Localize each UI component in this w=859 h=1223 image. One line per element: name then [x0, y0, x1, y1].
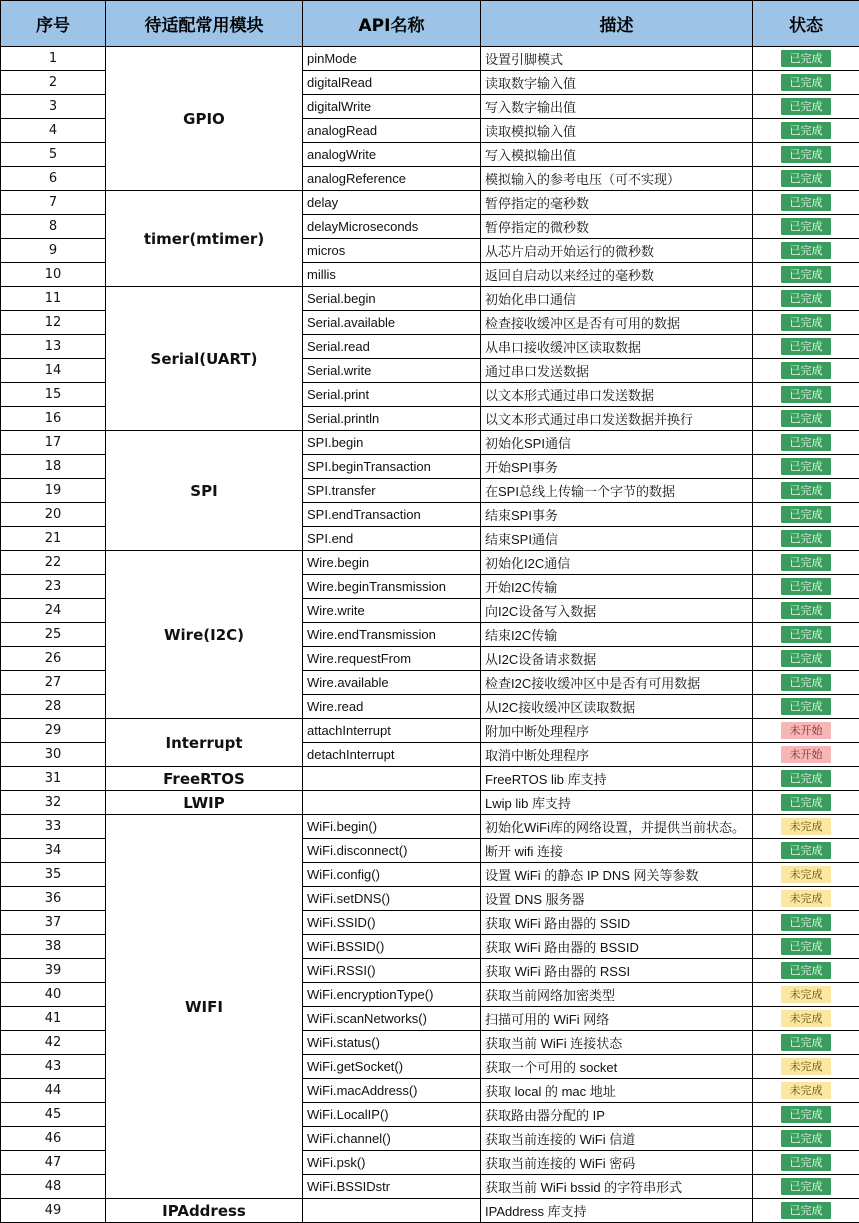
- row-index: 8: [1, 215, 106, 239]
- api-name: Wire.available: [303, 671, 481, 695]
- status-cell: [753, 767, 859, 791]
- status-badge: 未完成: [781, 1082, 831, 1099]
- status-cell: [753, 1127, 859, 1151]
- row-index: 9: [1, 239, 106, 263]
- api-description: Lwip lib 库支持: [481, 791, 753, 815]
- row-index: 13: [1, 335, 106, 359]
- status-badge: 已完成: [781, 146, 831, 163]
- module-name: Wire(I2C): [106, 551, 303, 719]
- api-name: WiFi.begin(): [303, 815, 481, 839]
- row-index: 28: [1, 695, 106, 719]
- status-cell: [753, 671, 859, 695]
- header-index: 序号: [1, 1, 106, 47]
- api-description: 结束I2C传输: [481, 623, 753, 647]
- status-badge: 已完成: [781, 506, 831, 523]
- api-name: millis: [303, 263, 481, 287]
- status-cell: [753, 479, 859, 503]
- status-cell: [753, 383, 859, 407]
- table-row: [1, 1199, 859, 1223]
- status-badge: 已完成: [781, 98, 831, 115]
- status-badge: 未完成: [781, 986, 831, 1003]
- table-row: [1, 767, 859, 791]
- status-cell: [753, 551, 859, 575]
- status-cell: [753, 47, 859, 71]
- status-cell: [753, 791, 859, 815]
- status-badge: 已完成: [781, 290, 831, 307]
- row-index: 12: [1, 311, 106, 335]
- api-name: SPI.begin: [303, 431, 481, 455]
- api-name: delay: [303, 191, 481, 215]
- status-badge: 未完成: [781, 1010, 831, 1027]
- row-index: 32: [1, 791, 106, 815]
- api-name: Serial.println: [303, 407, 481, 431]
- api-name: WiFi.BSSIDstr: [303, 1175, 481, 1199]
- status-badge: 已完成: [781, 578, 831, 595]
- status-badge: 已完成: [781, 698, 831, 715]
- status-badge: 已完成: [781, 266, 831, 283]
- status-cell: [753, 191, 859, 215]
- row-index: 31: [1, 767, 106, 791]
- api-description: 初始化WiFi库的网络设置，并提供当前状态。: [481, 815, 753, 839]
- api-description: 获取当前 WiFi 连接状态: [481, 1031, 753, 1055]
- row-index: 46: [1, 1127, 106, 1151]
- api-description: 读取模拟输入值: [481, 119, 753, 143]
- row-index: 45: [1, 1103, 106, 1127]
- row-index: 5: [1, 143, 106, 167]
- status-badge: 已完成: [781, 434, 831, 451]
- status-cell: [753, 119, 859, 143]
- api-name: detachInterrupt: [303, 743, 481, 767]
- api-name: Serial.begin: [303, 287, 481, 311]
- api-name: [303, 1199, 481, 1223]
- status-cell: [753, 743, 859, 767]
- row-index: 23: [1, 575, 106, 599]
- row-index: 37: [1, 911, 106, 935]
- status-cell: [753, 935, 859, 959]
- status-badge: 未完成: [781, 866, 831, 883]
- api-description: 获取当前连接的 WiFi 信道: [481, 1127, 753, 1151]
- api-name: WiFi.macAddress(): [303, 1079, 481, 1103]
- status-badge: 已完成: [781, 770, 831, 787]
- api-name: SPI.beginTransaction: [303, 455, 481, 479]
- status-cell: [753, 527, 859, 551]
- api-description: 写入数字输出值: [481, 95, 753, 119]
- table-row: [1, 431, 859, 455]
- row-index: 25: [1, 623, 106, 647]
- api-name: digitalWrite: [303, 95, 481, 119]
- row-index: 33: [1, 815, 106, 839]
- row-index: 15: [1, 383, 106, 407]
- status-badge: 已完成: [781, 194, 831, 211]
- table-row: [1, 287, 859, 311]
- status-badge: 已完成: [781, 50, 831, 67]
- module-name: Interrupt: [106, 719, 303, 767]
- api-name: [303, 791, 481, 815]
- status-cell: [753, 575, 859, 599]
- api-description: 获取 WiFi 路由器的 RSSI: [481, 959, 753, 983]
- api-description: 开始SPI事务: [481, 455, 753, 479]
- api-description: 设置引脚模式: [481, 47, 753, 71]
- api-description: 在SPI总线上传输一个字节的数据: [481, 479, 753, 503]
- module-name: WIFI: [106, 815, 303, 1199]
- api-name: Serial.read: [303, 335, 481, 359]
- api-name: WiFi.getSocket(): [303, 1055, 481, 1079]
- status-cell: [753, 1079, 859, 1103]
- status-cell: [753, 1175, 859, 1199]
- row-index: 20: [1, 503, 106, 527]
- api-description: 开始I2C传输: [481, 575, 753, 599]
- row-index: 36: [1, 887, 106, 911]
- status-cell: [753, 599, 859, 623]
- api-name: WiFi.status(): [303, 1031, 481, 1055]
- row-index: 35: [1, 863, 106, 887]
- status-cell: [753, 167, 859, 191]
- row-index: 26: [1, 647, 106, 671]
- status-cell: [753, 623, 859, 647]
- status-badge: 已完成: [781, 554, 831, 571]
- status-badge: 已完成: [781, 1202, 831, 1219]
- api-description: 读取数字输入值: [481, 71, 753, 95]
- row-index: 27: [1, 671, 106, 695]
- api-description: 获取一个可用的 socket: [481, 1055, 753, 1079]
- status-badge: 已完成: [781, 1154, 831, 1171]
- status-badge: 已完成: [781, 338, 831, 355]
- status-cell: [753, 143, 859, 167]
- api-description: 获取 WiFi 路由器的 BSSID: [481, 935, 753, 959]
- status-cell: [753, 335, 859, 359]
- row-index: 38: [1, 935, 106, 959]
- api-name: Wire.read: [303, 695, 481, 719]
- api-description: 向I2C设备写入数据: [481, 599, 753, 623]
- api-name: WiFi.setDNS(): [303, 887, 481, 911]
- status-cell: [753, 911, 859, 935]
- row-index: 19: [1, 479, 106, 503]
- api-description: 从I2C接收缓冲区读取数据: [481, 695, 753, 719]
- row-index: 18: [1, 455, 106, 479]
- row-index: 39: [1, 959, 106, 983]
- row-index: 41: [1, 1007, 106, 1031]
- status-cell: [753, 815, 859, 839]
- api-name: analogReference: [303, 167, 481, 191]
- row-index: 2: [1, 71, 106, 95]
- row-index: 17: [1, 431, 106, 455]
- api-name: WiFi.SSID(): [303, 911, 481, 935]
- status-badge: 已完成: [781, 170, 831, 187]
- status-badge: 未完成: [781, 1058, 831, 1075]
- status-cell: [753, 695, 859, 719]
- status-cell: [753, 71, 859, 95]
- status-cell: [753, 1199, 859, 1223]
- status-badge: 已完成: [781, 218, 831, 235]
- row-index: 44: [1, 1079, 106, 1103]
- api-name: [303, 767, 481, 791]
- status-cell: [753, 1031, 859, 1055]
- api-description: FreeRTOS lib 库支持: [481, 767, 753, 791]
- api-name: analogWrite: [303, 143, 481, 167]
- header-module: 待适配常用模块: [106, 1, 303, 47]
- api-name: attachInterrupt: [303, 719, 481, 743]
- row-index: 7: [1, 191, 106, 215]
- api-name: Wire.beginTransmission: [303, 575, 481, 599]
- api-name: analogRead: [303, 119, 481, 143]
- api-name: Wire.begin: [303, 551, 481, 575]
- status-badge: 已完成: [781, 314, 831, 331]
- row-index: 16: [1, 407, 106, 431]
- api-name: WiFi.BSSID(): [303, 935, 481, 959]
- api-description: 初始化串口通信: [481, 287, 753, 311]
- api-name: WiFi.scanNetworks(): [303, 1007, 481, 1031]
- table-row: [1, 551, 859, 575]
- api-description: 设置 WiFi 的静态 IP DNS 网关等参数: [481, 863, 753, 887]
- status-badge: 已完成: [781, 674, 831, 691]
- api-name: WiFi.channel(): [303, 1127, 481, 1151]
- table-row: [1, 191, 859, 215]
- api-description: 检查I2C接收缓冲区中是否有可用数据: [481, 671, 753, 695]
- api-name: SPI.transfer: [303, 479, 481, 503]
- status-cell: [753, 839, 859, 863]
- api-description: 从芯片启动开始运行的微秒数: [481, 239, 753, 263]
- module-name: timer(mtimer): [106, 191, 303, 287]
- status-badge: 已完成: [781, 650, 831, 667]
- api-description: 初始化SPI通信: [481, 431, 753, 455]
- row-index: 49: [1, 1199, 106, 1223]
- status-cell: [753, 215, 859, 239]
- api-name: WiFi.RSSI(): [303, 959, 481, 983]
- table-body: [1, 47, 859, 1223]
- row-index: 6: [1, 167, 106, 191]
- status-badge: 已完成: [781, 962, 831, 979]
- status-cell: [753, 863, 859, 887]
- status-cell: [753, 647, 859, 671]
- status-badge: 未完成: [781, 890, 831, 907]
- status-badge: 已完成: [781, 914, 831, 931]
- api-description: 设置 DNS 服务器: [481, 887, 753, 911]
- module-name: IPAddress: [106, 1199, 303, 1223]
- table-row: [1, 791, 859, 815]
- row-index: 30: [1, 743, 106, 767]
- api-name: WiFi.config(): [303, 863, 481, 887]
- status-badge: 未开始: [781, 746, 831, 763]
- status-cell: [753, 503, 859, 527]
- api-name: WiFi.LocalIP(): [303, 1103, 481, 1127]
- status-badge: 已完成: [781, 74, 831, 91]
- api-description: 获取路由器分配的 IP: [481, 1103, 753, 1127]
- api-name: delayMicroseconds: [303, 215, 481, 239]
- api-description: 从串口接收缓冲区读取数据: [481, 335, 753, 359]
- module-name: Serial(UART): [106, 287, 303, 431]
- status-cell: [753, 1151, 859, 1175]
- status-badge: 已完成: [781, 458, 831, 475]
- status-cell: [753, 407, 859, 431]
- api-description: 初始化I2C通信: [481, 551, 753, 575]
- header-api-name: API名称: [303, 1, 481, 47]
- status-cell: [753, 311, 859, 335]
- row-index: 21: [1, 527, 106, 551]
- api-description: 以文本形式通过串口发送数据并换行: [481, 407, 753, 431]
- status-cell: [753, 983, 859, 1007]
- row-index: 4: [1, 119, 106, 143]
- status-badge: 已完成: [781, 602, 831, 619]
- module-name: FreeRTOS: [106, 767, 303, 791]
- status-cell: [753, 431, 859, 455]
- status-badge: 已完成: [781, 362, 831, 379]
- row-index: 29: [1, 719, 106, 743]
- api-description: 暂停指定的毫秒数: [481, 191, 753, 215]
- row-index: 1: [1, 47, 106, 71]
- status-cell: [753, 1055, 859, 1079]
- status-badge: 已完成: [781, 242, 831, 259]
- status-badge: 已完成: [781, 842, 831, 859]
- row-index: 43: [1, 1055, 106, 1079]
- module-name: SPI: [106, 431, 303, 551]
- api-description: 返回自启动以来经过的毫秒数: [481, 263, 753, 287]
- api-description: 结束SPI事务: [481, 503, 753, 527]
- status-cell: [753, 359, 859, 383]
- api-name: Wire.requestFrom: [303, 647, 481, 671]
- api-description: 从I2C设备请求数据: [481, 647, 753, 671]
- api-description: 暂停指定的微秒数: [481, 215, 753, 239]
- status-cell: [753, 1103, 859, 1127]
- status-cell: [753, 95, 859, 119]
- table-row: [1, 719, 859, 743]
- module-name: GPIO: [106, 47, 303, 191]
- api-name: Serial.print: [303, 383, 481, 407]
- row-index: 42: [1, 1031, 106, 1055]
- status-badge: 已完成: [781, 386, 831, 403]
- api-name: WiFi.disconnect(): [303, 839, 481, 863]
- api-description: 结束SPI通信: [481, 527, 753, 551]
- api-description: 扫描可用的 WiFi 网络: [481, 1007, 753, 1031]
- row-index: 22: [1, 551, 106, 575]
- api-name: SPI.endTransaction: [303, 503, 481, 527]
- status-cell: [753, 1007, 859, 1031]
- status-badge: 已完成: [781, 1130, 831, 1147]
- api-name: Wire.endTransmission: [303, 623, 481, 647]
- api-description: 获取当前网络加密类型: [481, 983, 753, 1007]
- row-index: 34: [1, 839, 106, 863]
- header-row: [1, 1, 859, 47]
- api-name: digitalRead: [303, 71, 481, 95]
- row-index: 11: [1, 287, 106, 311]
- row-index: 47: [1, 1151, 106, 1175]
- status-cell: [753, 263, 859, 287]
- api-name: micros: [303, 239, 481, 263]
- status-badge: 未完成: [781, 818, 831, 835]
- header-description: 描述: [481, 1, 753, 47]
- header-status: 状态: [753, 1, 859, 47]
- status-cell: [753, 455, 859, 479]
- api-description: 通过串口发送数据: [481, 359, 753, 383]
- api-description: 取消中断处理程序: [481, 743, 753, 767]
- row-index: 48: [1, 1175, 106, 1199]
- api-description: 模拟输入的参考电压（可不实现）: [481, 167, 753, 191]
- status-badge: 已完成: [781, 1034, 831, 1051]
- api-description: 以文本形式通过串口发送数据: [481, 383, 753, 407]
- status-badge: 已完成: [781, 794, 831, 811]
- status-cell: [753, 887, 859, 911]
- api-description: IPAddress 库支持: [481, 1199, 753, 1223]
- table-row: [1, 47, 859, 71]
- api-description: 获取当前连接的 WiFi 密码: [481, 1151, 753, 1175]
- row-index: 10: [1, 263, 106, 287]
- row-index: 24: [1, 599, 106, 623]
- api-name: pinMode: [303, 47, 481, 71]
- api-name: Wire.write: [303, 599, 481, 623]
- module-name: LWIP: [106, 791, 303, 815]
- api-description: 获取 local 的 mac 地址: [481, 1079, 753, 1103]
- status-badge: 已完成: [781, 122, 831, 139]
- api-name: SPI.end: [303, 527, 481, 551]
- status-badge: 已完成: [781, 1178, 831, 1195]
- api-description: 获取 WiFi 路由器的 SSID: [481, 911, 753, 935]
- table-row: [1, 815, 859, 839]
- api-description: 写入模拟输出值: [481, 143, 753, 167]
- status-cell: [753, 287, 859, 311]
- status-cell: [753, 719, 859, 743]
- status-cell: [753, 239, 859, 263]
- status-badge: 已完成: [781, 530, 831, 547]
- api-name: Serial.available: [303, 311, 481, 335]
- api-name: Serial.write: [303, 359, 481, 383]
- status-cell: [753, 959, 859, 983]
- api-description: 获取当前 WiFi bssid 的字符串形式: [481, 1175, 753, 1199]
- api-name: WiFi.encryptionType(): [303, 983, 481, 1007]
- status-badge: 已完成: [781, 938, 831, 955]
- row-index: 40: [1, 983, 106, 1007]
- status-badge: 已完成: [781, 410, 831, 427]
- api-description: 检查接收缓冲区是否有可用的数据: [481, 311, 753, 335]
- api-description: 附加中断处理程序: [481, 719, 753, 743]
- row-index: 14: [1, 359, 106, 383]
- status-badge: 已完成: [781, 1106, 831, 1123]
- status-badge: 未开始: [781, 722, 831, 739]
- row-index: 3: [1, 95, 106, 119]
- status-badge: 已完成: [781, 482, 831, 499]
- status-badge: 已完成: [781, 626, 831, 643]
- api-name: WiFi.psk(): [303, 1151, 481, 1175]
- api-description: 断开 wifi 连接: [481, 839, 753, 863]
